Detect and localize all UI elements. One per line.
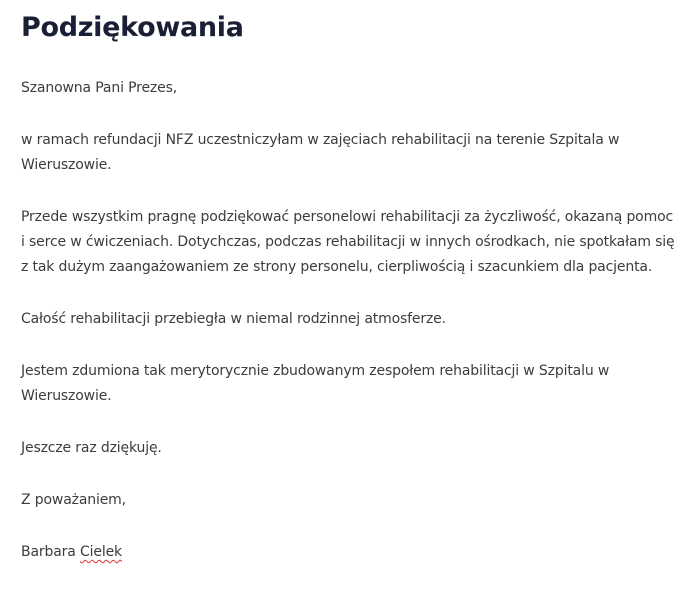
signature-last-name: Cielek: [80, 544, 123, 560]
page-title: Podziękowania: [21, 12, 244, 43]
paragraph-thanks: Przede wszystkim pragnę podziękować personelowi rehabilitacji za życzliwość, okazaną pomoc i serce w ćwiczeniach. Dotychczas, podczas rehabilitacji w innych ośrodkach, nie spotkałam się z tak dużym zaangażowaniem ze strony personelu, cierpliwością i szacunkiem dla pacjenta.: [21, 209, 675, 275]
document-page: [21, 8, 676, 565]
paragraph-thanks-again: Jeszcze raz dziękuję.: [21, 440, 162, 456]
salutation: Szanowna Pani Prezes,: [21, 80, 178, 96]
paragraph-atmosphere: Całość rehabilitacji przebiegła w niemal rodzinnej atmosferze.: [21, 311, 446, 327]
signature-first-name: Barbara: [21, 544, 76, 560]
letter-body: [21, 76, 676, 565]
paragraph-refund: w ramach refundacji NFZ uczestniczyłam w zajęciach rehabilitacji na terenie Szpitala w Wieruszowie.: [21, 132, 620, 173]
paragraph-team: Jestem zdumiona tak merytorycznie zbudowanym zespołem rehabilitacji w Szpitalu w Wieruszowie.: [21, 363, 610, 404]
closing: Z poważaniem,: [21, 492, 126, 508]
signature: [21, 540, 676, 565]
